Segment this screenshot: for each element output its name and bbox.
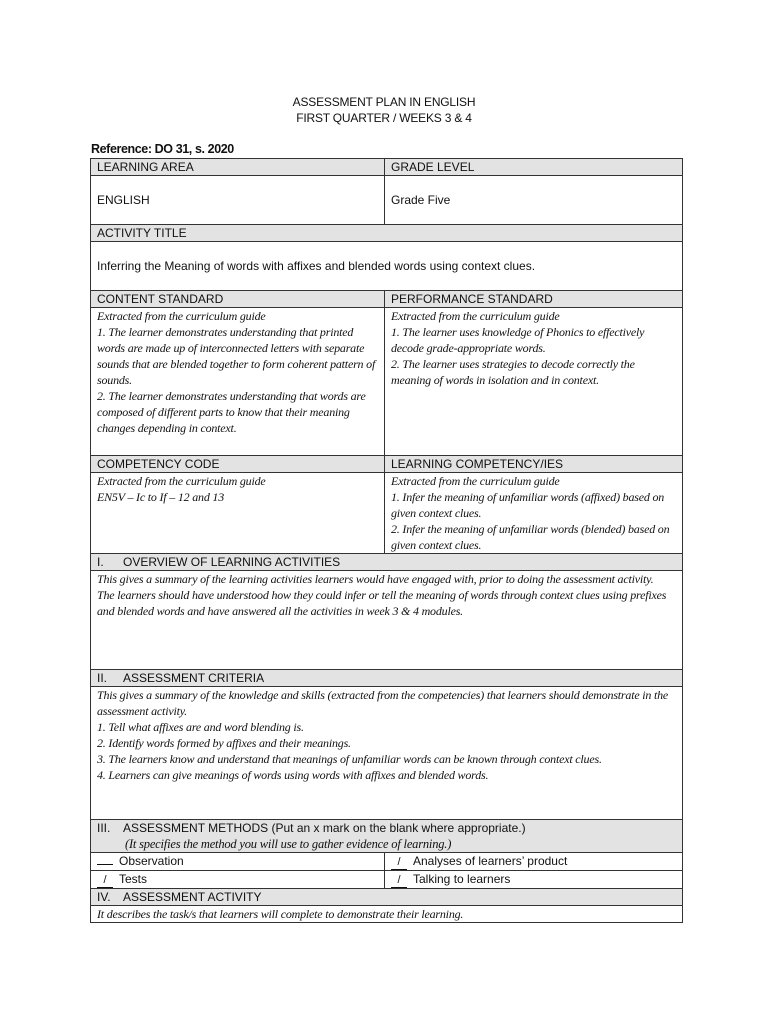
row-standards-header bbox=[91, 291, 683, 308]
overview-line: This gives a summary of the learning activities learners would have engaged with, prior to doing the assessment activity. bbox=[97, 572, 654, 586]
method-checkbox[interactable]: / bbox=[391, 856, 407, 870]
row-methods-1 bbox=[91, 853, 683, 871]
method-tests bbox=[91, 871, 385, 889]
content-standard-line: 1. The learner demonstrates understanding that printed words are made up of interconnected letters with separate sounds that are blended together to form coherent pattern of sounds. bbox=[97, 325, 376, 387]
row-overview-body bbox=[91, 571, 683, 670]
row-criteria-header bbox=[91, 670, 683, 687]
performance-standard-line: 2. The learner uses strategies to decode correctly the meaning of words in isolation and in context. bbox=[391, 357, 635, 387]
assessment-plan-table bbox=[90, 158, 683, 923]
activity-text: It describes the task/s that learners will complete to demonstrate their learning. bbox=[91, 906, 683, 923]
performance-standard-line: Extracted from the curriculum guide bbox=[391, 309, 560, 323]
activity-numeral: IV. bbox=[97, 890, 111, 904]
learning-competency-text bbox=[385, 473, 683, 554]
row-criteria-body bbox=[91, 687, 683, 820]
method-observation bbox=[91, 853, 385, 871]
row-competency-body bbox=[91, 473, 683, 554]
criteria-line: 2. Identify words formed by affixes and their meanings. bbox=[97, 736, 351, 750]
performance-standard-text bbox=[385, 308, 683, 456]
criteria-line: 3. The learners know and understand that meanings of unfamiliar words can be known through context clues. bbox=[97, 752, 602, 766]
content-standard-line: Extracted from the curriculum guide bbox=[97, 309, 266, 323]
row-activity-title-header bbox=[91, 225, 683, 242]
performance-standard-line: 1. The learner uses knowledge of Phonics to effectively decode grade-appropriate words. bbox=[391, 325, 645, 355]
criteria-numeral: II. bbox=[97, 671, 108, 685]
title-line-1: ASSESSMENT PLAN IN ENGLISH bbox=[292, 95, 476, 109]
method-label: Observation bbox=[119, 854, 184, 868]
row-area-grade-values bbox=[91, 176, 683, 225]
criteria-text bbox=[91, 687, 683, 820]
row-area-grade-header bbox=[91, 159, 683, 176]
row-activity-body bbox=[91, 906, 683, 923]
activity-title-label: ACTIVITY TITLE bbox=[91, 225, 683, 242]
learning-competency-line: Extracted from the curriculum guide bbox=[391, 474, 560, 488]
method-label: Tests bbox=[119, 872, 148, 886]
overview-heading bbox=[91, 554, 683, 571]
grade-level-value: Grade Five bbox=[385, 176, 683, 225]
competency-code-text bbox=[91, 473, 385, 554]
activity-heading bbox=[91, 889, 683, 906]
criteria-label: ASSESSMENT CRITERIA bbox=[123, 671, 265, 685]
learning-competency-line: 1. Infer the meaning of unfamiliar words (affixed) based on given context clues. bbox=[391, 490, 665, 520]
overview-numeral: I. bbox=[97, 555, 104, 569]
overview-line: The learners should have understood how they could infer or tell the meaning of words through context clues using prefixes and blended words and have answered all the activities in week 3 & 4 modules. bbox=[97, 588, 667, 618]
document-title bbox=[0, 94, 768, 126]
title-line-2: FIRST QUARTER / WEEKS 3 & 4 bbox=[296, 111, 472, 125]
methods-heading bbox=[91, 820, 683, 853]
criteria-line: 4. Learners can give meanings of words using words with affixes and blended words. bbox=[97, 768, 489, 782]
row-methods-2 bbox=[91, 871, 683, 889]
learning-area-label: LEARNING AREA bbox=[91, 159, 385, 176]
method-label: Talking to learners bbox=[413, 872, 511, 886]
content-standard-label: CONTENT STANDARD bbox=[91, 291, 385, 308]
learning-competency-line: 2. Infer the meaning of unfamiliar words (blended) based on given context clues. bbox=[391, 522, 670, 552]
method-checkbox[interactable]: / bbox=[391, 874, 407, 888]
criteria-line: This gives a summary of the knowledge and skills (extracted from the competencies) that learners should demonstrate in the assessment activity. bbox=[97, 688, 669, 718]
activity-title-value: Inferring the Meaning of words with affixes and blended words using context clues. bbox=[91, 242, 683, 291]
row-methods-header bbox=[91, 820, 683, 853]
competency-code-label: COMPETENCY CODE bbox=[91, 456, 385, 473]
row-activity-title-value bbox=[91, 242, 683, 291]
overview-text bbox=[91, 571, 683, 670]
row-activity-header bbox=[91, 889, 683, 906]
methods-label: ASSESSMENT METHODS (Put an x mark on the blank where appropriate.) bbox=[123, 821, 526, 835]
overview-label: OVERVIEW OF LEARNING ACTIVITIES bbox=[123, 555, 341, 569]
learning-area-value: ENGLISH bbox=[91, 176, 385, 225]
method-talking bbox=[385, 871, 683, 889]
competency-code-line: Extracted from the curriculum guide bbox=[97, 474, 266, 488]
methods-numeral: III. bbox=[97, 821, 111, 835]
activity-label: ASSESSMENT ACTIVITY bbox=[123, 890, 262, 904]
grade-level-label: GRADE LEVEL bbox=[385, 159, 683, 176]
method-analyses bbox=[385, 853, 683, 871]
learning-competency-label: LEARNING COMPETENCY/IES bbox=[385, 456, 683, 473]
criteria-heading bbox=[91, 670, 683, 687]
row-competency-header bbox=[91, 456, 683, 473]
methods-note: (It specifies the method you will use to gather evidence of learning.) bbox=[125, 837, 452, 851]
method-checkbox[interactable]: / bbox=[97, 874, 113, 888]
method-checkbox[interactable] bbox=[97, 864, 113, 865]
content-standard-line: 2. The learner demonstrates understanding that words are composed of different parts to know that their meaning changes depending in context. bbox=[97, 389, 366, 435]
row-standards-body bbox=[91, 308, 683, 456]
row-overview-header bbox=[91, 554, 683, 571]
method-label: Analyses of learners’ product bbox=[413, 854, 568, 868]
performance-standard-label: PERFORMANCE STANDARD bbox=[385, 291, 683, 308]
content-standard-text bbox=[91, 308, 385, 456]
reference-line: Reference: DO 31, s. 2020 bbox=[91, 142, 234, 156]
criteria-line: 1. Tell what affixes are and word blending is. bbox=[97, 720, 304, 734]
competency-code-line: EN5V – Ic to If – 12 and 13 bbox=[97, 490, 225, 504]
